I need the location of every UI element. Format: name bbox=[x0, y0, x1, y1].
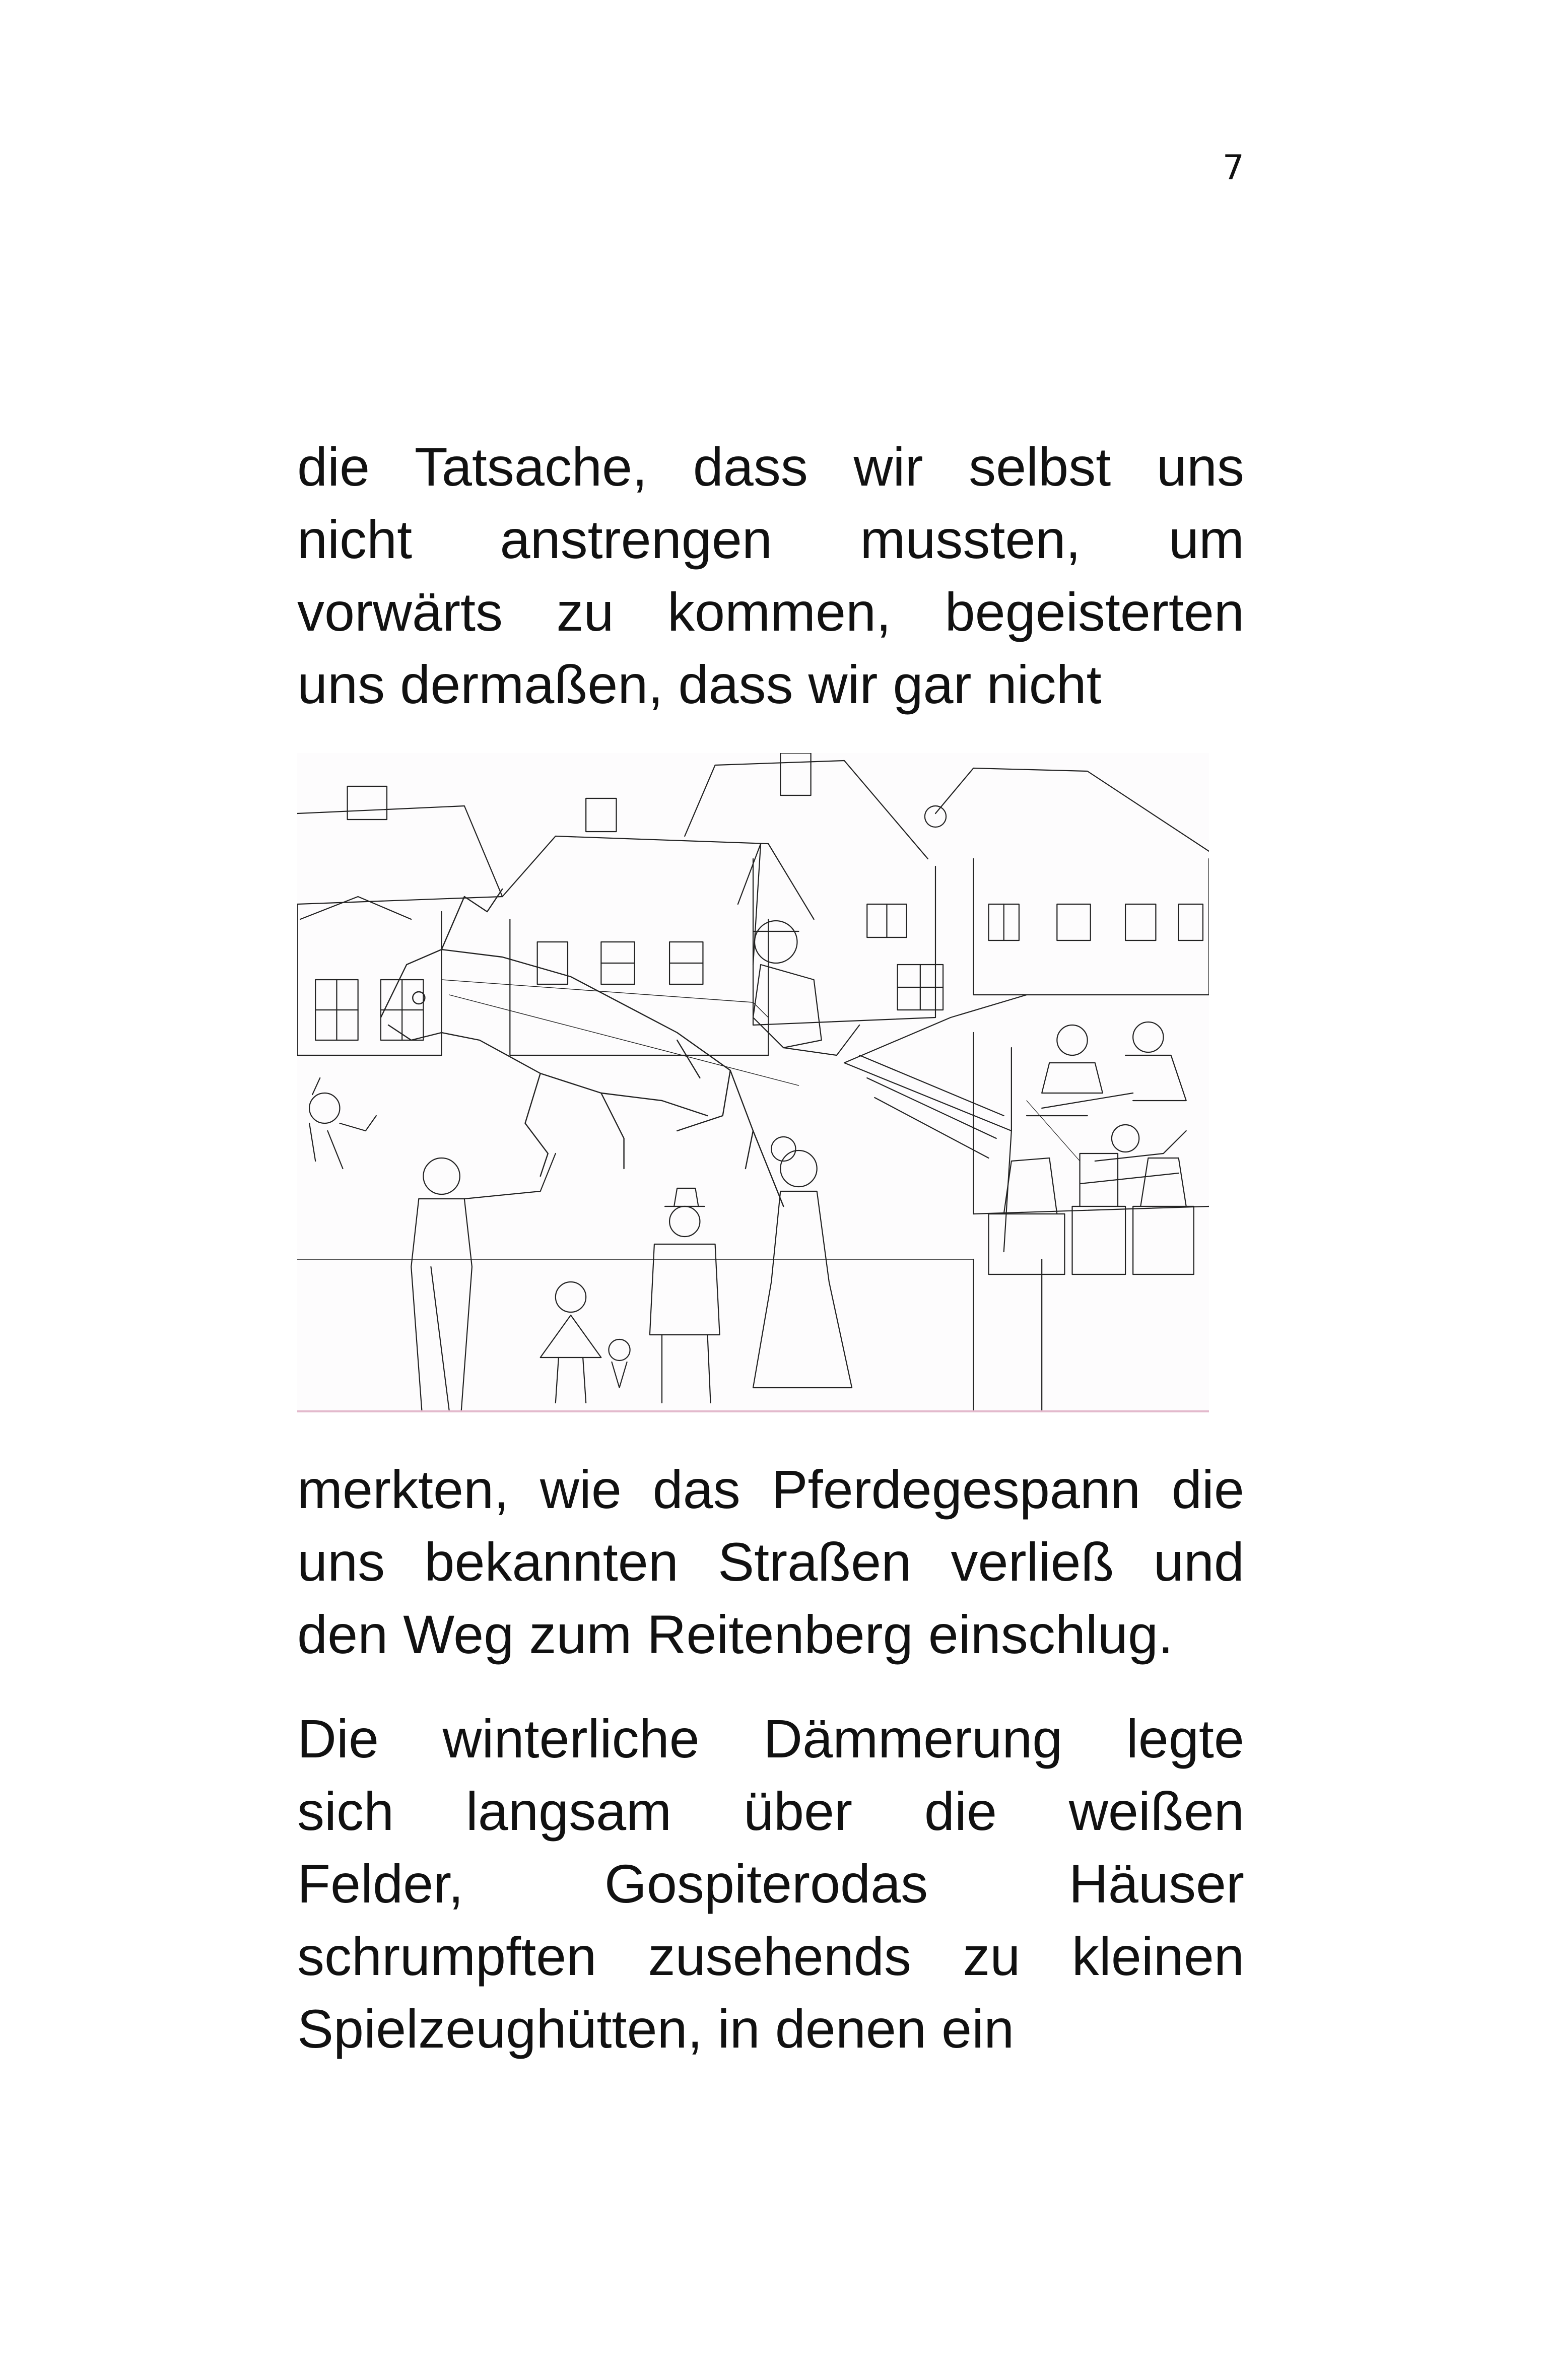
milk-cans bbox=[973, 1153, 1209, 1410]
text-line: sich langsam über die weißen bbox=[297, 1781, 1244, 1842]
text-line: Felder, Gospiterodas Häuser bbox=[297, 1853, 1244, 1914]
paragraph-2 bbox=[297, 1453, 1244, 1671]
text-line: nicht anstrengen mussten, um bbox=[297, 509, 1244, 570]
text-line: die Tatsache, dass wir selbst uns bbox=[297, 436, 1244, 497]
text-line: Spielzeughütten, in denen ein bbox=[297, 1998, 1015, 2059]
dog bbox=[309, 1078, 376, 1169]
house-right-center bbox=[685, 753, 946, 1025]
child-with-teddy bbox=[541, 1282, 630, 1403]
text-line: merkten, wie das Pferdegespann die bbox=[297, 1459, 1244, 1520]
person-pointing bbox=[411, 1153, 556, 1410]
sleigh-scene-illustration bbox=[297, 753, 1209, 1412]
text-line: uns bekannten Straßen verließ und bbox=[297, 1531, 1244, 1592]
reins bbox=[442, 980, 799, 1085]
text-line: schrumpften zusehends zu kleinen bbox=[297, 1926, 1244, 1987]
kids-on-sleds bbox=[1027, 1022, 1186, 1184]
text-line: den Weg zum Reitenberg einschlug. bbox=[297, 1604, 1174, 1665]
woman bbox=[753, 1137, 852, 1388]
man-with-hat bbox=[650, 1188, 720, 1403]
paragraph-3 bbox=[297, 1703, 1244, 2065]
text-line: Die winterliche Dämmerung legte bbox=[297, 1708, 1244, 1769]
text-line: uns dermaßen, dass wir gar nicht bbox=[297, 654, 1102, 715]
text-line: vorwärts zu kommen, begeisterten bbox=[297, 581, 1244, 642]
page-number: 7 bbox=[1222, 148, 1244, 188]
paragraph-1 bbox=[297, 431, 1244, 721]
house-right bbox=[935, 768, 1209, 995]
house-left bbox=[297, 786, 502, 1055]
